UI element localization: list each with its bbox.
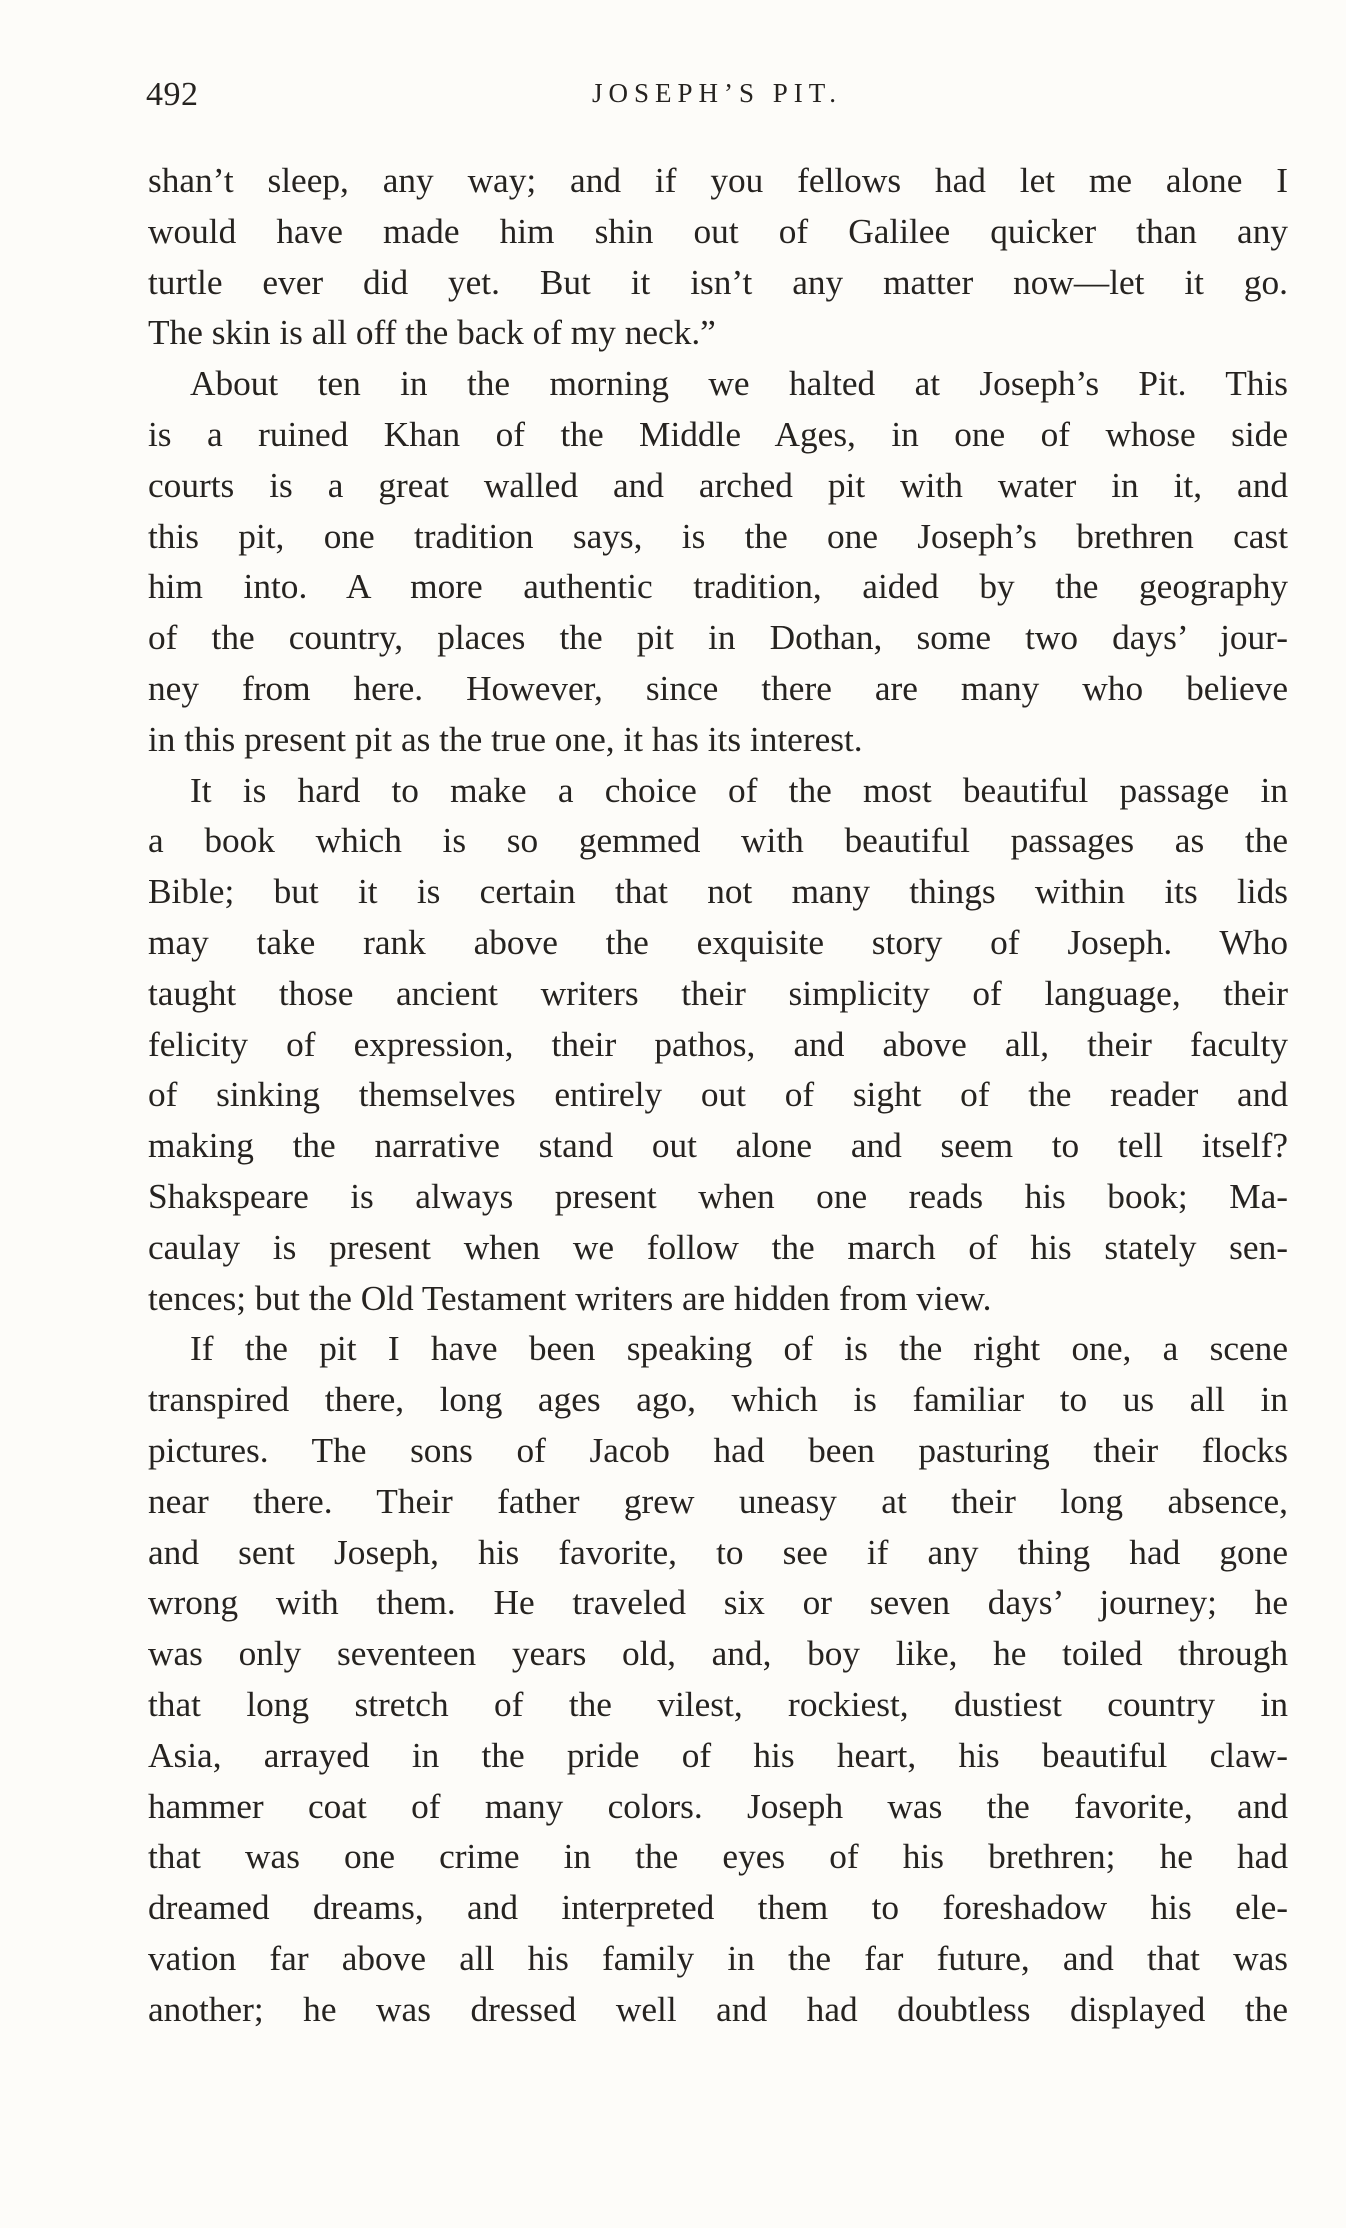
text-line: this pit, one tradition says, is the one Joseph’s brethren cast — [148, 516, 1288, 556]
paragraph-first-line: About ten in the morning we halted at Joseph’s Pit. This — [190, 364, 1288, 404]
text-line: hammer coat of many colors. Joseph was the favorite, and — [148, 1786, 1288, 1826]
text-line: tences; but the Old Testament writers are hidden from view. — [148, 1278, 992, 1318]
text-line: shan’t sleep, any way; and if you fellows had let me alone I — [148, 161, 1288, 200]
text-line: that was one crime in the eyes of his brethren; he had — [148, 1837, 1288, 1877]
page-number: 492 — [146, 76, 199, 113]
text-line: pictures. The sons of Jacob had been pasturing their flocks — [148, 1430, 1288, 1470]
paragraph-first-line: If the pit I have been speaking of is the right one, a scene — [190, 1329, 1288, 1369]
text-line: a book which is so gemmed with beautiful passages as the — [148, 821, 1288, 861]
text-line: dreamed dreams, and interpreted them to foreshadow his ele- — [148, 1888, 1288, 1928]
text-line: Bible; but it is certain that not many things within its lids — [148, 872, 1288, 912]
text-line: vation far above all his family in the far future, and that was — [148, 1938, 1288, 1978]
text-line: Asia, arrayed in the pride of his heart, his beautiful claw- — [148, 1735, 1288, 1775]
text-line: of sinking themselves entirely out of sight of the reader and — [148, 1075, 1288, 1115]
text-line: Shakspeare is always present when one reads his book; Ma- — [148, 1176, 1288, 1216]
text-line: was only seventeen years old, and, boy like, he toiled through — [148, 1634, 1288, 1674]
text-line: may take rank above the exquisite story of Joseph. Who — [148, 922, 1288, 962]
text-line: ney from here. However, since there are many who believe — [148, 668, 1288, 708]
text-line: turtle ever did yet. But it isn’t any matter now—let it go. — [148, 262, 1288, 302]
text-line: him into. A more authentic tradition, aided by the geography — [148, 567, 1288, 607]
text-line: wrong with them. He traveled six or seven days’ journey; he — [148, 1583, 1288, 1623]
page-header — [146, 76, 1288, 126]
text-line: courts is a great walled and arched pit with water in it, and — [148, 465, 1288, 505]
text-line: that long stretch of the vilest, rockiest, dustiest country in — [148, 1684, 1288, 1724]
text-line: taught those ancient writers their simplicity of language, their — [148, 973, 1288, 1013]
text-line: another; he was dressed well and had doubtless displayed the — [148, 1989, 1288, 2029]
text-line: in this present pit as the true one, it has its interest. — [148, 719, 863, 759]
text-line: would have made him shin out of Galilee quicker than any — [148, 211, 1288, 251]
text-line: near there. Their father grew uneasy at their long absence, — [148, 1481, 1288, 1521]
text-line: and sent Joseph, his favorite, to see if any thing had gone — [148, 1532, 1288, 1572]
text-line: of the country, places the pit in Dothan, some two days’ jour- — [148, 618, 1288, 658]
text-line: making the narrative stand out alone and seem to tell itself? — [148, 1126, 1288, 1166]
paragraph-first-line: It is hard to make a choice of the most beautiful passage in — [190, 770, 1288, 810]
running-title: JOSEPH’S PIT. — [591, 78, 843, 108]
text-line: caulay is present when we follow the march of his stately sen- — [148, 1227, 1288, 1267]
text-line: The skin is all off the back of my neck.” — [148, 313, 716, 353]
body-text — [148, 156, 1288, 2035]
text-line: is a ruined Khan of the Middle Ages, in one of whose side — [148, 414, 1288, 454]
text-line: transpired there, long ages ago, which is familiar to us all in — [148, 1380, 1288, 1420]
text-line: felicity of expression, their pathos, and above all, their faculty — [148, 1024, 1288, 1064]
